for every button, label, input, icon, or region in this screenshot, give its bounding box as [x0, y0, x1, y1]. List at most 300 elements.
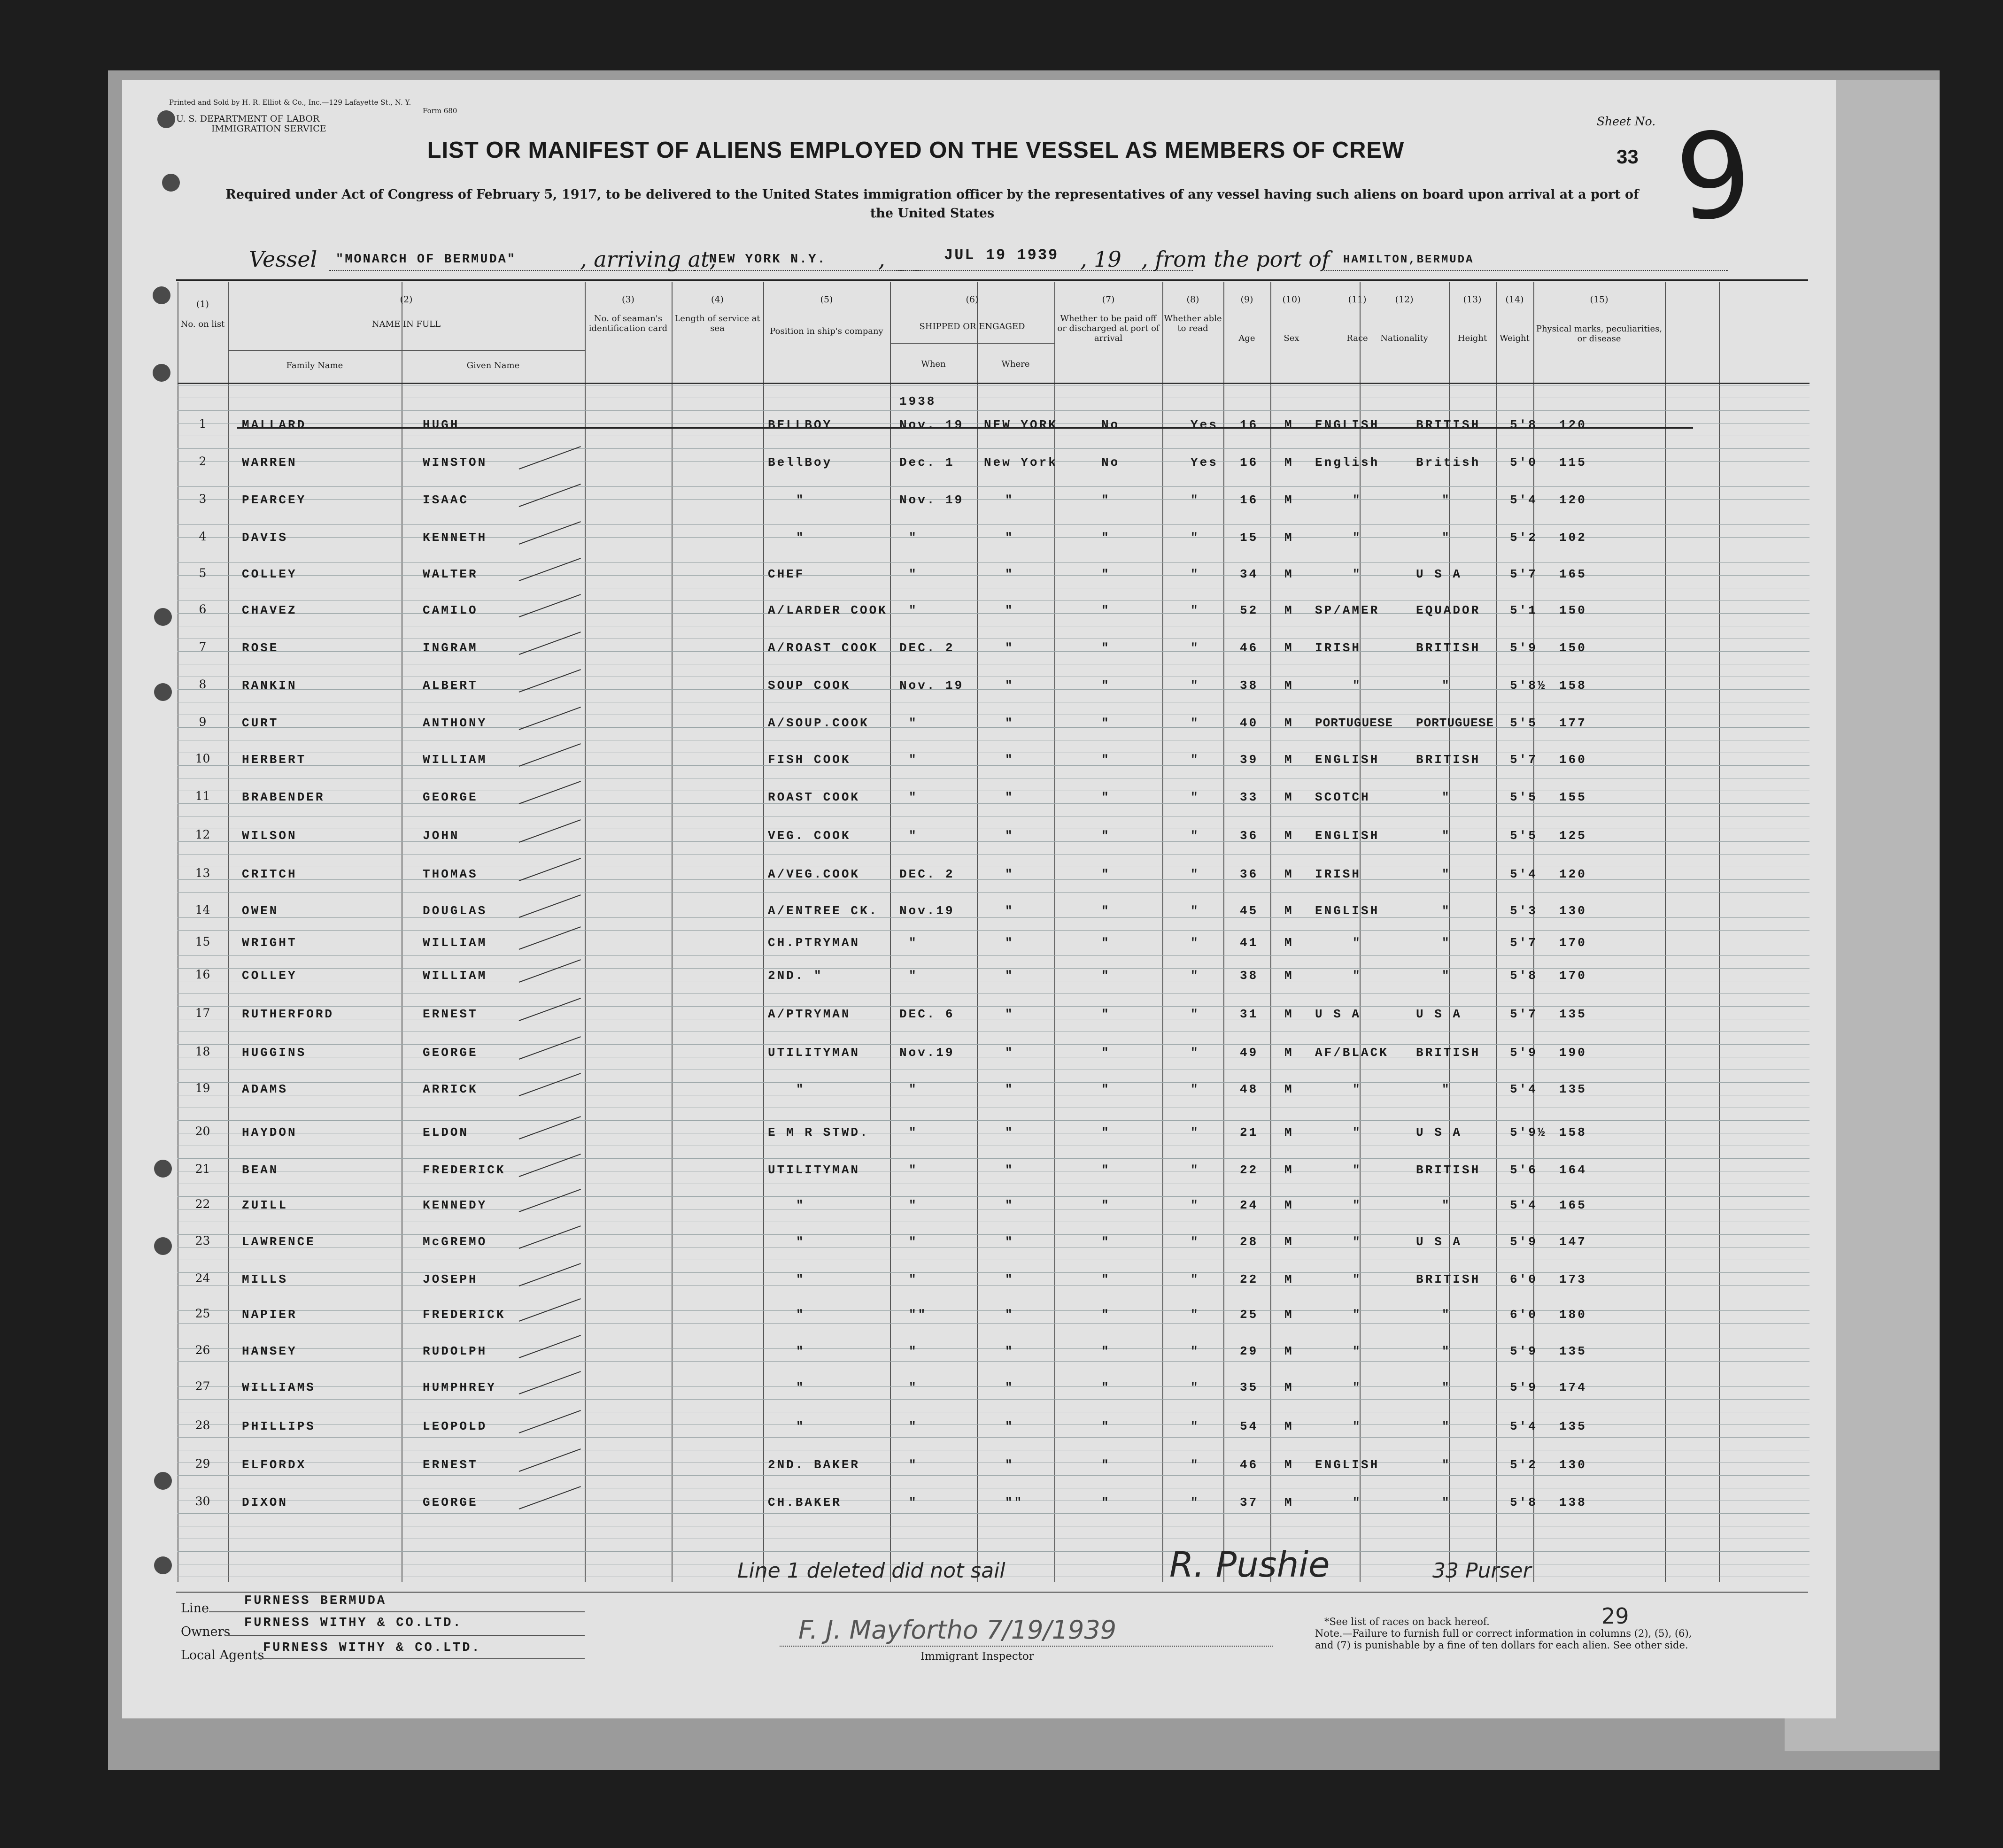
check-mark [519, 707, 581, 730]
cell-where: " [1005, 1235, 1014, 1249]
cell-paid: " [1101, 716, 1111, 730]
cell-where: " [1005, 904, 1014, 918]
cell-age: 24 [1240, 1198, 1259, 1212]
row-number: 26 [195, 1343, 210, 1357]
cell-age: 16 [1240, 493, 1259, 507]
cell-weight: 165 [1559, 567, 1587, 581]
cell-race: " [1353, 1163, 1362, 1177]
cell-when: " [909, 716, 918, 730]
cell-family: RANKIN [242, 678, 297, 693]
cell-weight: 155 [1559, 790, 1587, 804]
cell-when: " [909, 753, 918, 767]
cell-read: " [1191, 678, 1200, 693]
form-number: Form 680 [423, 107, 457, 115]
cell-nationality: PORTUGUESE [1416, 716, 1494, 730]
cell-family: BEAN [242, 1163, 279, 1177]
cell-paid: " [1101, 867, 1111, 881]
column-header: Where [1001, 359, 1030, 369]
cell-position: " [796, 531, 805, 545]
cell-age: 49 [1240, 1046, 1259, 1060]
arrival-port: NEW YORK N.Y. [709, 253, 827, 267]
cell-age: 40 [1240, 716, 1259, 730]
cell-where: " [1005, 1419, 1014, 1433]
cell-given: WILLIAM [423, 753, 487, 767]
row-number: 30 [195, 1494, 210, 1508]
cell-given: McGREMO [423, 1235, 487, 1249]
check-mark [519, 959, 581, 983]
cell-sex: M [1284, 829, 1294, 843]
column-header: SHIPPED OR ENGAGED [919, 322, 1025, 331]
cell-sex: M [1284, 1235, 1294, 1249]
cell-read: " [1191, 969, 1200, 983]
cell-height: 5'9 [1510, 1046, 1538, 1060]
cell-nationality: " [1442, 1308, 1451, 1322]
cell-paid: " [1101, 1380, 1111, 1394]
column-rule [672, 282, 673, 1582]
cell-when: " [909, 829, 918, 843]
cell-family: DIXON [242, 1495, 288, 1509]
races-note: *See list of races on back hereof. [1324, 1616, 1490, 1627]
cell-sex: M [1284, 1344, 1294, 1358]
row-number: 17 [195, 1006, 210, 1020]
cell-race: SCOTCH [1315, 790, 1370, 804]
cell-given: KENNEDY [423, 1198, 487, 1212]
cell-where: " [1005, 678, 1014, 693]
cell-nationality: " [1442, 1344, 1451, 1358]
column-header: Length of service at sea [674, 314, 760, 333]
cell-where: " [1005, 716, 1014, 730]
cell-position: SOUP COOK [768, 678, 851, 693]
row-number: 8 [199, 678, 207, 691]
cell-height: 5'4 [1510, 1082, 1538, 1096]
cell-age: 15 [1240, 531, 1259, 545]
cell-family: ELFORDX [242, 1458, 307, 1472]
cell-nationality: BRITISH [1416, 1272, 1481, 1286]
year-label: , 19 [1080, 246, 1121, 272]
cell-family: COLLEY [242, 969, 297, 983]
column-header: (8) [1186, 294, 1199, 305]
cell-height: 5'9½ [1510, 1125, 1547, 1140]
cell-given: ALBERT [423, 678, 478, 693]
column-rule [763, 282, 764, 1582]
cell-paid: " [1101, 493, 1111, 507]
cell-read: " [1191, 1125, 1200, 1140]
cell-family: RUTHERFORD [242, 1007, 334, 1021]
column-header: Physical marks, peculiarities, or disease [1536, 324, 1663, 344]
cell-where: " [1005, 1125, 1014, 1140]
check-mark [519, 1073, 581, 1096]
cell-where: " [1005, 1007, 1014, 1021]
cell-given: THOMAS [423, 867, 478, 881]
cell-height: 5'8 [1510, 1495, 1538, 1509]
cell-where: " [1005, 1380, 1014, 1394]
cell-sex: M [1284, 753, 1294, 767]
cell-position: " [796, 493, 805, 507]
cell-weight: 115 [1559, 455, 1587, 470]
document-title: LIST OR MANIFEST OF ALIENS EMPLOYED ON THE VESSEL AS MEMBERS OF CREW [427, 138, 1405, 163]
column-rule [1665, 282, 1666, 1582]
row-number: 22 [195, 1197, 210, 1211]
cell-given: WALTER [423, 567, 478, 581]
cell-height: 5'0 [1510, 455, 1538, 470]
cell-paid: " [1101, 790, 1111, 804]
cell-weight: 135 [1559, 1344, 1587, 1358]
cell-height: 5'2 [1510, 531, 1538, 545]
cell-sex: M [1284, 1272, 1294, 1286]
cell-race: SP/AMER [1315, 603, 1380, 617]
column-header: Age [1238, 333, 1255, 343]
row-number: 27 [195, 1379, 210, 1393]
cell-read: " [1191, 1007, 1200, 1021]
crew-table [122, 80, 1836, 1718]
cell-age: 35 [1240, 1380, 1259, 1394]
cell-nationality: " [1442, 1495, 1451, 1509]
check-mark [519, 594, 581, 617]
cell-read: " [1191, 1046, 1200, 1060]
cell-where: " [1005, 1046, 1014, 1060]
cell-given: HUGH [423, 418, 460, 432]
cell-weight: 173 [1559, 1272, 1587, 1286]
column-rule [1054, 282, 1055, 1582]
column-rule [1719, 282, 1720, 1582]
header-rule [178, 383, 1810, 384]
check-mark [519, 484, 581, 507]
check-mark [519, 1154, 581, 1177]
column-header: No. on list [180, 319, 225, 329]
purser-signature: R. Pushie [1169, 1545, 1330, 1585]
cell-age: 38 [1240, 969, 1259, 983]
ruled-line [178, 854, 1810, 855]
cell-position: A/LARDER COOK [768, 603, 888, 617]
cell-age: 37 [1240, 1495, 1259, 1509]
cell-weight: 150 [1559, 641, 1587, 655]
cell-height: 6'0 [1510, 1308, 1538, 1322]
cell-weight: 120 [1559, 493, 1587, 507]
cell-read: " [1191, 1380, 1200, 1394]
row-number: 3 [199, 492, 207, 506]
cell-paid: " [1101, 567, 1111, 581]
cell-nationality: U S A [1416, 1007, 1462, 1021]
cell-read: " [1191, 1235, 1200, 1249]
cell-read: " [1191, 936, 1200, 950]
column-header: (5) [820, 294, 833, 305]
check-mark [519, 781, 581, 804]
cell-when: Nov.19 [899, 904, 955, 918]
cell-where: " [1005, 1163, 1014, 1177]
cell-paid: " [1101, 1308, 1111, 1322]
column-header: (14) [1505, 294, 1524, 305]
column-header: Nationality [1380, 333, 1428, 343]
agents-value: FURNESS WITHY & CO.LTD. [263, 1641, 481, 1655]
shipped-subheader-rule [890, 343, 1054, 344]
cell-when: DEC. 2 [899, 641, 955, 655]
cell-nationality: BRITISH [1416, 418, 1481, 432]
cell-family: NAPIER [242, 1308, 297, 1322]
row-number: 7 [199, 640, 207, 654]
ruled-line [178, 562, 1810, 563]
check-mark [519, 858, 581, 881]
cell-where: " [1005, 1344, 1014, 1358]
cell-position: CH.PTRYMAN [768, 936, 860, 950]
cell-height: 5'2 [1510, 1458, 1538, 1472]
ruled-line [178, 1323, 1810, 1324]
check-mark [519, 819, 581, 843]
cell-paid: " [1101, 936, 1111, 950]
cell-given: GEORGE [423, 1046, 478, 1060]
cell-position: 2ND. BAKER [768, 1458, 860, 1472]
departure-port: HAMILTON,BERMUDA [1343, 254, 1474, 266]
column-rule [1162, 282, 1163, 1582]
cell-given: INGRAM [423, 641, 478, 655]
cell-nationality: " [1442, 829, 1451, 843]
cell-age: 16 [1240, 418, 1259, 432]
column-header: Given Name [466, 361, 520, 370]
check-mark [519, 1225, 581, 1249]
cell-height: 5'8½ [1510, 678, 1547, 693]
cell-when: DEC. 6 [899, 1007, 955, 1021]
cell-position: " [796, 1235, 805, 1249]
cell-nationality: " [1442, 936, 1451, 950]
cell-sex: M [1284, 567, 1294, 581]
cell-when: " [909, 531, 918, 545]
check-mark [519, 998, 581, 1021]
column-rule [228, 282, 229, 1582]
cell-weight: 174 [1559, 1380, 1587, 1394]
row-number: 12 [195, 828, 210, 841]
row-number: 4 [199, 530, 207, 543]
cell-weight: 180 [1559, 1308, 1587, 1322]
penalty-note: Note.—Failure to furnish full or correct information in columns (2), (5), (6), and (7) is punishable by a fine of ten dollars for each alien. See other side. [1315, 1628, 1692, 1651]
cell-weight: 177 [1559, 716, 1587, 730]
cell-sex: M [1284, 531, 1294, 545]
cell-family: ZUILL [242, 1198, 288, 1212]
cell-where: " [1005, 790, 1014, 804]
cell-nationality: BRITISH [1416, 1163, 1481, 1177]
cell-height: 5'4 [1510, 867, 1538, 881]
cell-paid: " [1101, 1235, 1111, 1249]
agents-label: Local Agents [181, 1648, 264, 1663]
cell-age: 28 [1240, 1235, 1259, 1249]
cell-position: UTILITYMAN [768, 1046, 860, 1060]
cell-given: ERNEST [423, 1007, 478, 1021]
cell-read: Yes [1191, 418, 1218, 432]
cell-where: " [1005, 936, 1014, 950]
sheet-number: 33 [1616, 146, 1639, 168]
cell-age: 29 [1240, 1344, 1259, 1358]
cell-sex: M [1284, 716, 1294, 730]
row-number: 25 [195, 1307, 210, 1320]
check-mark [519, 1486, 581, 1509]
cell-sex: M [1284, 1163, 1294, 1177]
cell-height: 5'7 [1510, 567, 1538, 581]
column-header: (4) [711, 294, 724, 305]
cell-nationality: BRITISH [1416, 1046, 1481, 1060]
column-header: Weight [1500, 333, 1530, 343]
cell-read: " [1191, 1495, 1200, 1509]
cell-given: GEORGE [423, 790, 478, 804]
line-label: Line [181, 1601, 209, 1616]
cell-sex: M [1284, 493, 1294, 507]
cell-sex: M [1284, 1046, 1294, 1060]
cell-sex: M [1284, 1125, 1294, 1140]
cell-sex: M [1284, 418, 1294, 432]
line-value: FURNESS BERMUDA [244, 1594, 387, 1608]
cell-position: " [796, 1308, 805, 1322]
cell-read: " [1191, 829, 1200, 843]
cell-family: WARREN [242, 455, 297, 470]
cell-paid: " [1101, 753, 1111, 767]
cell-family: HANSEY [242, 1344, 297, 1358]
check-mark [519, 1371, 581, 1394]
cell-given: FREDERICK [423, 1163, 506, 1177]
cell-race: " [1353, 1125, 1362, 1140]
cell-height: 5'9 [1510, 1235, 1538, 1249]
cell-race: ENGLISH [1315, 753, 1380, 767]
cell-where: " [1005, 1308, 1014, 1322]
cell-family: COLLEY [242, 567, 297, 581]
printer-imprint: Printed and Sold by H. R. Elliot & Co., Inc.—129 Lafayette St., N. Y. [169, 98, 411, 107]
check-mark [519, 1448, 581, 1472]
cell-height: 5'5 [1510, 790, 1538, 804]
cell-race: ENGLISH [1315, 418, 1380, 432]
cell-family: WILLIAMS [242, 1380, 316, 1394]
cell-where: " [1005, 603, 1014, 617]
cell-race: IRISH [1315, 641, 1361, 655]
cell-sex: M [1284, 936, 1294, 950]
cell-paid: " [1101, 1163, 1111, 1177]
cell-family: PEARCEY [242, 493, 307, 507]
row-number: 6 [199, 602, 207, 616]
row-number: 9 [199, 715, 207, 729]
cell-race: " [1353, 1495, 1362, 1509]
page-total: 29 [1601, 1603, 1629, 1629]
cell-weight: 170 [1559, 936, 1587, 950]
cell-sex: M [1284, 1082, 1294, 1096]
column-rule [977, 282, 978, 1582]
cell-sex: M [1284, 969, 1294, 983]
cell-family: CURT [242, 716, 279, 730]
cell-age: 54 [1240, 1419, 1259, 1433]
cell-where: " [1005, 867, 1014, 881]
cell-position: A/PTRYMAN [768, 1007, 851, 1021]
row-number: 5 [199, 566, 207, 580]
cell-height: 5'9 [1510, 1380, 1538, 1394]
cell-sex: M [1284, 790, 1294, 804]
cell-race: IRISH [1315, 867, 1361, 881]
cell-when: "" [909, 1308, 928, 1322]
cell-sex: M [1284, 678, 1294, 693]
cell-race: " [1353, 1380, 1362, 1394]
owners-value: FURNESS WITHY & CO.LTD. [244, 1616, 463, 1630]
column-rule [1223, 282, 1224, 1582]
cell-nationality: " [1442, 493, 1451, 507]
cell-age: 41 [1240, 936, 1259, 950]
cell-height: 5'1 [1510, 603, 1538, 617]
cell-race: U S A [1315, 1007, 1361, 1021]
cell-height: 5'7 [1510, 936, 1538, 950]
cell-paid: " [1101, 1495, 1111, 1509]
cell-weight: 160 [1559, 753, 1587, 767]
cell-where: " [1005, 531, 1014, 545]
cell-position: BellBoy [768, 455, 833, 470]
cell-when: " [909, 1380, 918, 1394]
cell-family: BRABENDER [242, 790, 325, 804]
column-header: (15) [1590, 294, 1609, 305]
cell-when: " [909, 790, 918, 804]
cell-height: 5'6 [1510, 1163, 1538, 1177]
vessel-label: Vessel [249, 246, 317, 272]
cell-position: " [796, 1419, 805, 1433]
ruled-line [178, 1006, 1810, 1007]
cell-weight: 135 [1559, 1419, 1587, 1433]
cell-position: A/VEG.COOK [768, 867, 860, 881]
cell-family: MALLARD [242, 418, 307, 432]
cell-position: CHEF [768, 567, 805, 581]
column-header: (10) [1282, 294, 1301, 305]
cell-height: 5'5 [1510, 716, 1538, 730]
cell-sex: M [1284, 641, 1294, 655]
cell-given: FREDERICK [423, 1308, 506, 1322]
inspector-signature: F. J. Mayfortho 7/19/1939 [798, 1615, 1117, 1645]
column-header: (6) [966, 294, 979, 305]
cell-given: JOSEPH [423, 1272, 478, 1286]
cell-weight: 135 [1559, 1082, 1587, 1096]
cell-race: " [1353, 1344, 1362, 1358]
cell-given: WINSTON [423, 455, 487, 470]
ruled-line [178, 1044, 1810, 1045]
row-number: 1 [199, 417, 207, 431]
cell-when: " [909, 969, 918, 983]
cell-age: 16 [1240, 455, 1259, 470]
check-mark [519, 446, 581, 470]
column-header: NAME IN FULL [371, 319, 441, 329]
cell-race: English [1315, 455, 1380, 470]
cell-height: 5'8 [1510, 969, 1538, 983]
cell-read: " [1191, 1198, 1200, 1212]
cell-given: CAMILO [423, 603, 478, 617]
manifest-sheet [122, 80, 1836, 1718]
cell-where: " [1005, 1082, 1014, 1096]
cell-read: " [1191, 790, 1200, 804]
cell-read: " [1191, 753, 1200, 767]
cell-when: " [909, 1125, 918, 1140]
row-number: 16 [195, 968, 210, 981]
cell-age: 33 [1240, 790, 1259, 804]
cell-when: " [909, 1344, 918, 1358]
cell-where: "" [1005, 1495, 1024, 1509]
cell-when: Nov. 19 [899, 493, 964, 507]
vessel-name: "MONARCH OF BERMUDA" [336, 253, 517, 267]
column-rule [1496, 282, 1497, 1582]
cell-age: 45 [1240, 904, 1259, 918]
arrival-date: JUL 19 1939 [944, 246, 1059, 264]
cell-nationality: U S A [1416, 1125, 1462, 1140]
cell-family: CHAVEZ [242, 603, 297, 617]
cell-family: DAVIS [242, 531, 288, 545]
cell-paid: " [1101, 1458, 1111, 1472]
comma: , [878, 246, 885, 272]
cell-when: " [909, 1419, 918, 1433]
cell-position: E M R STWD. [768, 1125, 869, 1140]
cell-when: " [909, 1163, 918, 1177]
cell-family: HAYDON [242, 1125, 297, 1140]
department-name: U. S. DEPARTMENT OF LABOR [176, 114, 320, 124]
cell-age: 52 [1240, 603, 1259, 617]
cell-race: ENGLISH [1315, 904, 1380, 918]
cell-position: CH.BAKER [768, 1495, 842, 1509]
cell-paid: " [1101, 1272, 1111, 1286]
column-header: Whether to be paid off or discharged at port of arrival [1057, 314, 1160, 343]
